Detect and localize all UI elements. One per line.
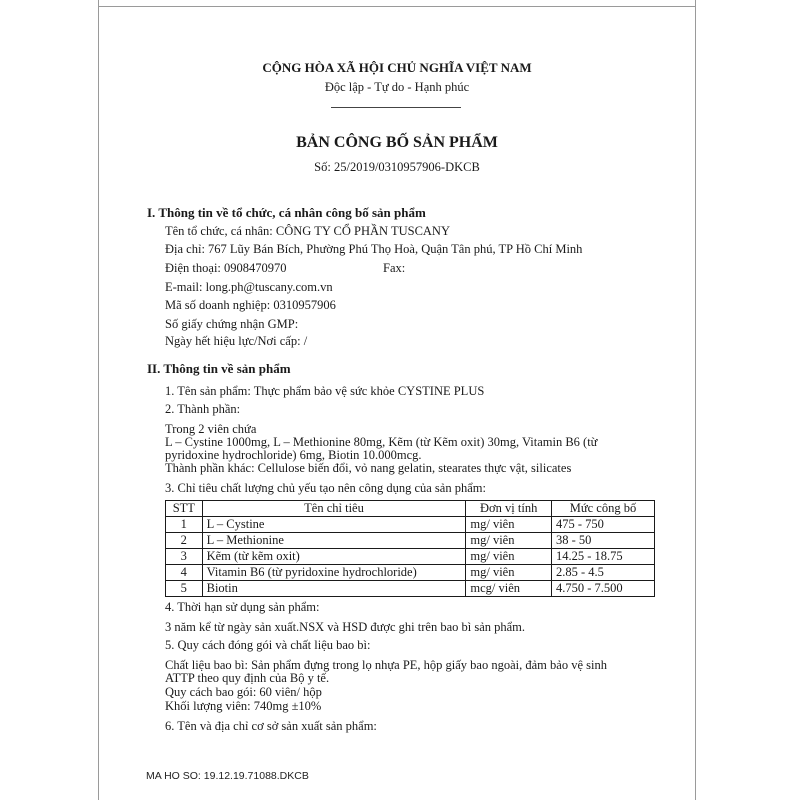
table-row	[166, 533, 655, 549]
packaging-label: 5. Quy cách đóng gói và chất liệu bao bì:	[165, 638, 371, 652]
table-row	[166, 549, 655, 565]
header-unit: Đơn vị tính	[466, 501, 552, 517]
table-header-row	[166, 501, 655, 517]
manufacturer-label: 6. Tên và địa chỉ cơ sở sản xuất sản phẩm:	[165, 719, 377, 733]
cell-unit: mg/ viên	[466, 533, 552, 549]
section1-heading: I. Thông tin về tổ chức, cá nhân công bố sản phẩm	[147, 205, 426, 220]
cell-stt: 5	[166, 581, 203, 597]
header-stt: STT	[166, 501, 203, 517]
document-title: BẢN CÔNG BỐ SẢN PHẨM	[296, 134, 498, 151]
org-gmp: Số giấy chứng nhận GMP:	[165, 317, 299, 331]
cell-unit: mg/ viên	[466, 565, 552, 581]
composition-intro: Trong 2 viên chứa	[165, 422, 257, 436]
header-criterion: Tên chỉ tiêu	[202, 501, 466, 517]
cell-criterion: L – Methionine	[202, 533, 466, 549]
cell-level: 38 - 50	[551, 533, 654, 549]
cell-stt: 1	[166, 517, 203, 533]
cell-level: 14.25 - 18.75	[551, 549, 654, 565]
cell-level: 475 - 750	[551, 517, 654, 533]
cell-unit: mcg/ viên	[466, 581, 552, 597]
shelf-life-text: 3 năm kể từ ngày sản xuất.NSX và HSD được ghi trên bao bì sản phẩm.	[165, 620, 526, 634]
table-row	[166, 517, 655, 533]
header-divider	[331, 107, 461, 108]
header-level: Mức công bố	[551, 501, 654, 517]
packaging-material-cont: ATTP theo quy định của Bộ y tế.	[165, 671, 330, 685]
cell-stt: 2	[166, 533, 203, 549]
org-phone: Điện thoại: 0908470970	[165, 261, 287, 275]
quality-table	[165, 500, 655, 597]
cell-criterion: L – Cystine	[202, 517, 466, 533]
cell-level: 4.750 - 7.500	[551, 581, 654, 597]
section2-heading: II. Thông tin về sản phẩm	[147, 361, 291, 376]
product-name: 1. Tên sản phẩm: Thực phẩm bảo vệ sức khỏe CYSTINE PLUS	[165, 384, 485, 398]
document-number: Số: 25/2019/0310957906-DKCB	[314, 160, 480, 174]
cell-level: 2.85 - 4.5	[551, 565, 654, 581]
republic-header: CỘNG HÒA XÃ HỘI CHỦ NGHĨA VIỆT NAM	[262, 60, 532, 75]
table-row	[166, 565, 655, 581]
org-tax-code: Mã số doanh nghiệp: 0310957906	[165, 298, 336, 312]
quality-criteria-label: 3. Chỉ tiêu chất lượng chủ yếu tạo nên công dụng của sản phẩm:	[165, 481, 486, 495]
org-fax: Fax:	[383, 261, 406, 275]
cell-criterion: Vitamin B6 (từ pyridoxine hydrochloride)	[202, 565, 466, 581]
org-address: Địa chỉ: 767 Lũy Bán Bích, Phường Phú Thọ Hoà, Quận Tân phú, TP Hồ Chí Minh	[165, 242, 583, 256]
table-row	[166, 581, 655, 597]
org-name: Tên tổ chức, cá nhân: CÔNG TY CỔ PHẦN TUSCANY	[165, 224, 450, 238]
cell-criterion: Biotin	[202, 581, 466, 597]
composition-line: pyridoxine hydrochloride) 6mg, Biotin 10.000mcg.	[165, 448, 422, 462]
dossier-code: MA HO SO: 19.12.19.71088.DKCB	[146, 770, 309, 782]
cell-stt: 3	[166, 549, 203, 565]
org-email: E-mail: long.ph@tuscany.com.vn	[165, 280, 333, 294]
composition-label: 2. Thành phần:	[165, 402, 241, 416]
composition-line: L – Cystine 1000mg, L – Methionine 80mg, Kẽm (từ Kẽm oxit) 30mg, Vitamin B6 (từ	[165, 435, 598, 449]
cell-criterion: Kẽm (từ kẽm oxit)	[202, 549, 466, 565]
cell-unit: mg/ viên	[466, 549, 552, 565]
cell-unit: mg/ viên	[466, 517, 552, 533]
cell-stt: 4	[166, 565, 203, 581]
shelf-life-label: 4. Thời hạn sử dụng sản phẩm:	[165, 600, 320, 614]
other-ingredients: Thành phần khác: Cellulose biến đổi, vỏ nang gelatin, stearates thực vật, silicates	[165, 461, 572, 475]
document-page	[98, 0, 696, 800]
capsule-weight: Khối lượng viên: 740mg ±10%	[165, 699, 322, 713]
org-expiry: Ngày hết hiệu lực/Nơi cấp: /	[165, 334, 308, 348]
packaging-spec: Quy cách bao gói: 60 viên/ hộp	[165, 685, 322, 699]
motto: Độc lập - Tự do - Hạnh phúc	[324, 80, 470, 94]
packaging-material: Chất liệu bao bì: Sản phẩm đựng trong lọ nhựa PE, hộp giấy bao ngoài, đảm bảo vệ sinh	[165, 658, 607, 672]
